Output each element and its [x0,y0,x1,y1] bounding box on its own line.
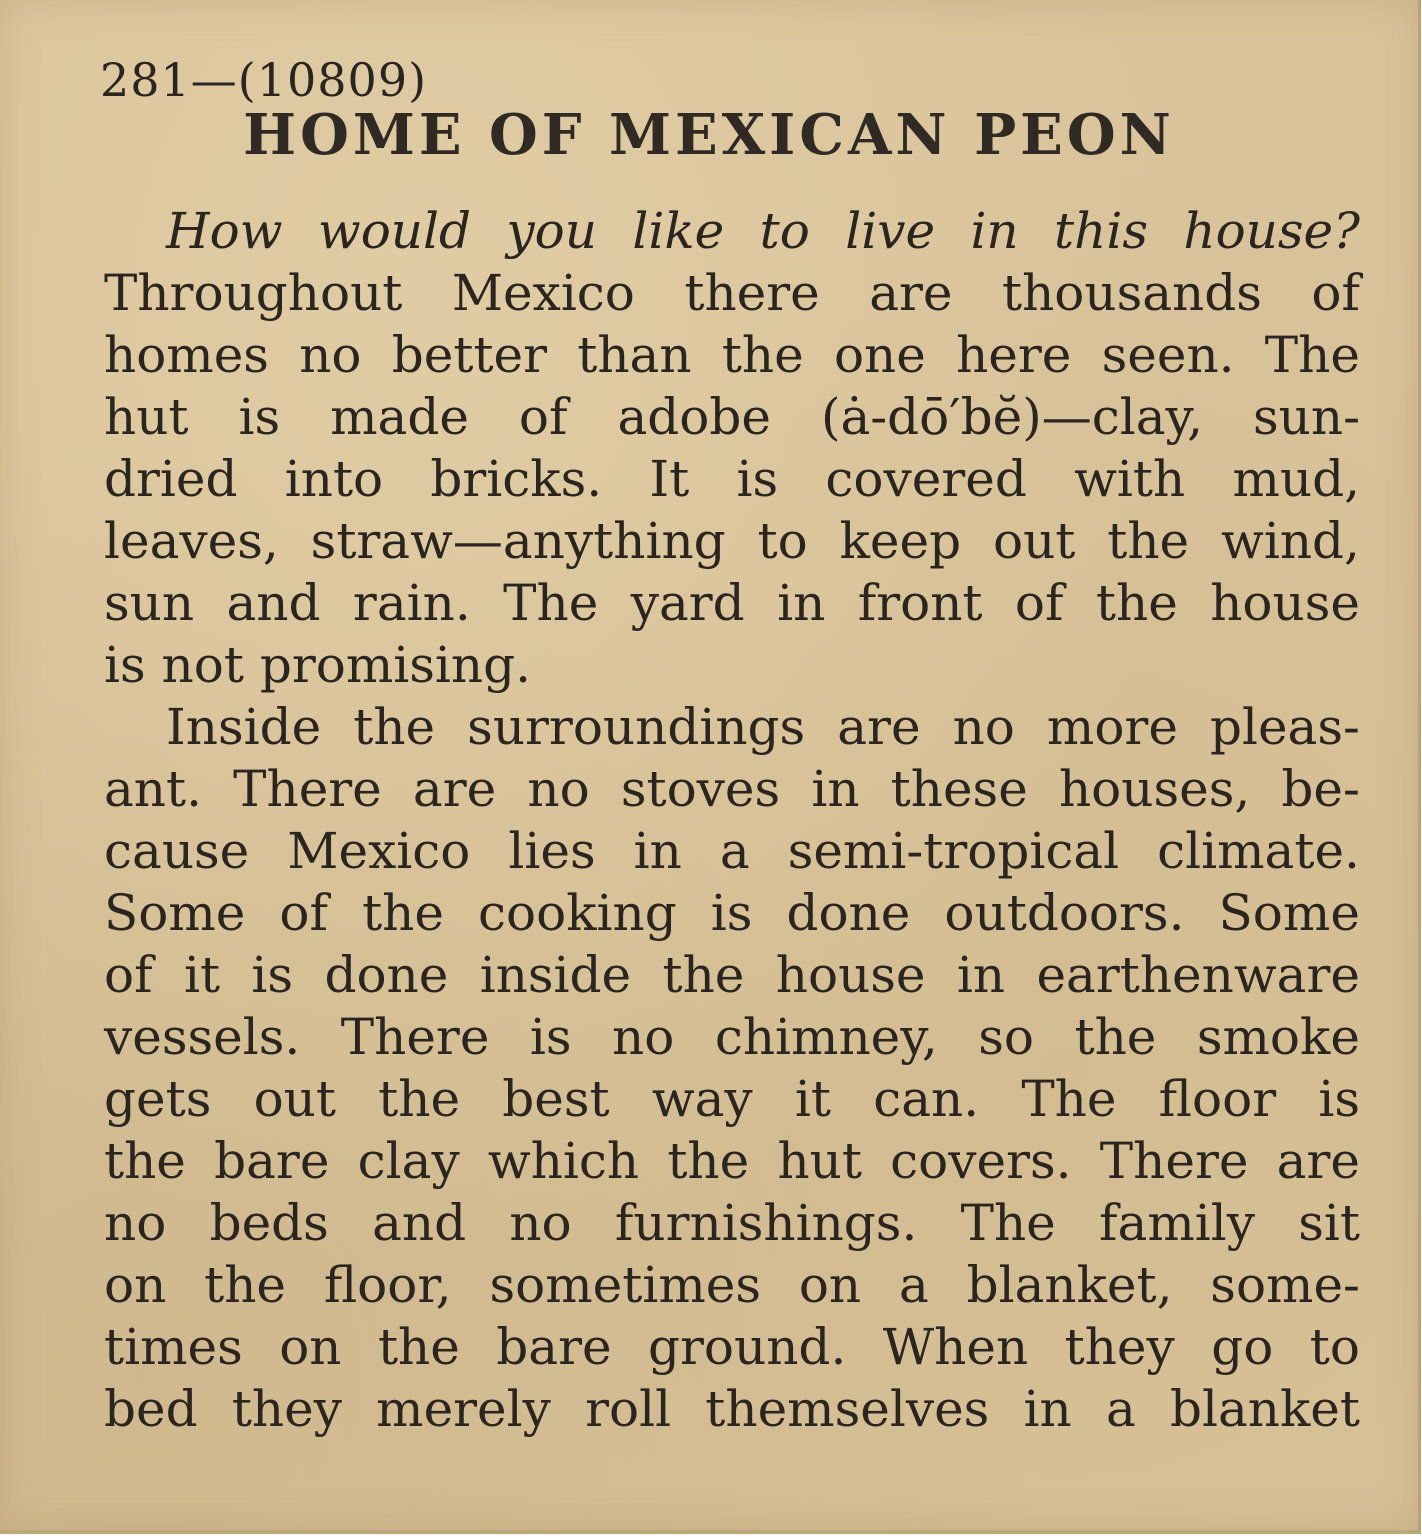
text-line: Throughout Mexico there are thousands of [104,264,1360,322]
text-line: homes no better than the one here seen. The [104,326,1360,384]
text-line: bed they merely roll themselves in a blanket [104,1380,1360,1438]
paragraph [104,696,1360,1440]
text-line: no beds and no furnishings. The family sit [104,1194,1360,1252]
text-line: hut is made of adobe (ȧ-dō′bĕ)—clay, sun- [104,388,1360,446]
paragraph [104,200,1360,696]
text-line: is not promising. [104,636,532,694]
card-number: 281—(10809) [100,53,428,107]
text-line: Some of the cooking is done outdoors. Some [104,884,1360,942]
text-line: dried into bricks. It is covered with mud, [104,450,1360,508]
text-line: on the floor, sometimes on a blanket, some- [104,1256,1360,1314]
text-line: leaves, straw—anything to keep out the wind, [104,512,1360,570]
text-line: gets out the best way it can. The floor is [104,1070,1360,1128]
text-line: How would you like to live in this house? [166,202,1360,260]
description-text [104,200,1360,1440]
text-line: cause Mexico lies in a semi-tropical climate. [104,822,1360,880]
text-line: vessels. There is no chimney, so the smoke [104,1008,1360,1066]
text-line: sun and rain. The yard in front of the house [104,574,1360,632]
text-line: times on the bare ground. When they go to [104,1318,1360,1376]
text-line: Inside the surroundings are no more pleas- [166,698,1360,756]
text-line: ant. There are no stoves in these houses, be- [104,760,1360,818]
text-line: the bare clay which the hut covers. There are [104,1132,1360,1190]
card-title: HOME OF MEXICAN PEON [243,102,1175,168]
text-line: of it is done inside the house in earthenware [104,946,1360,1004]
